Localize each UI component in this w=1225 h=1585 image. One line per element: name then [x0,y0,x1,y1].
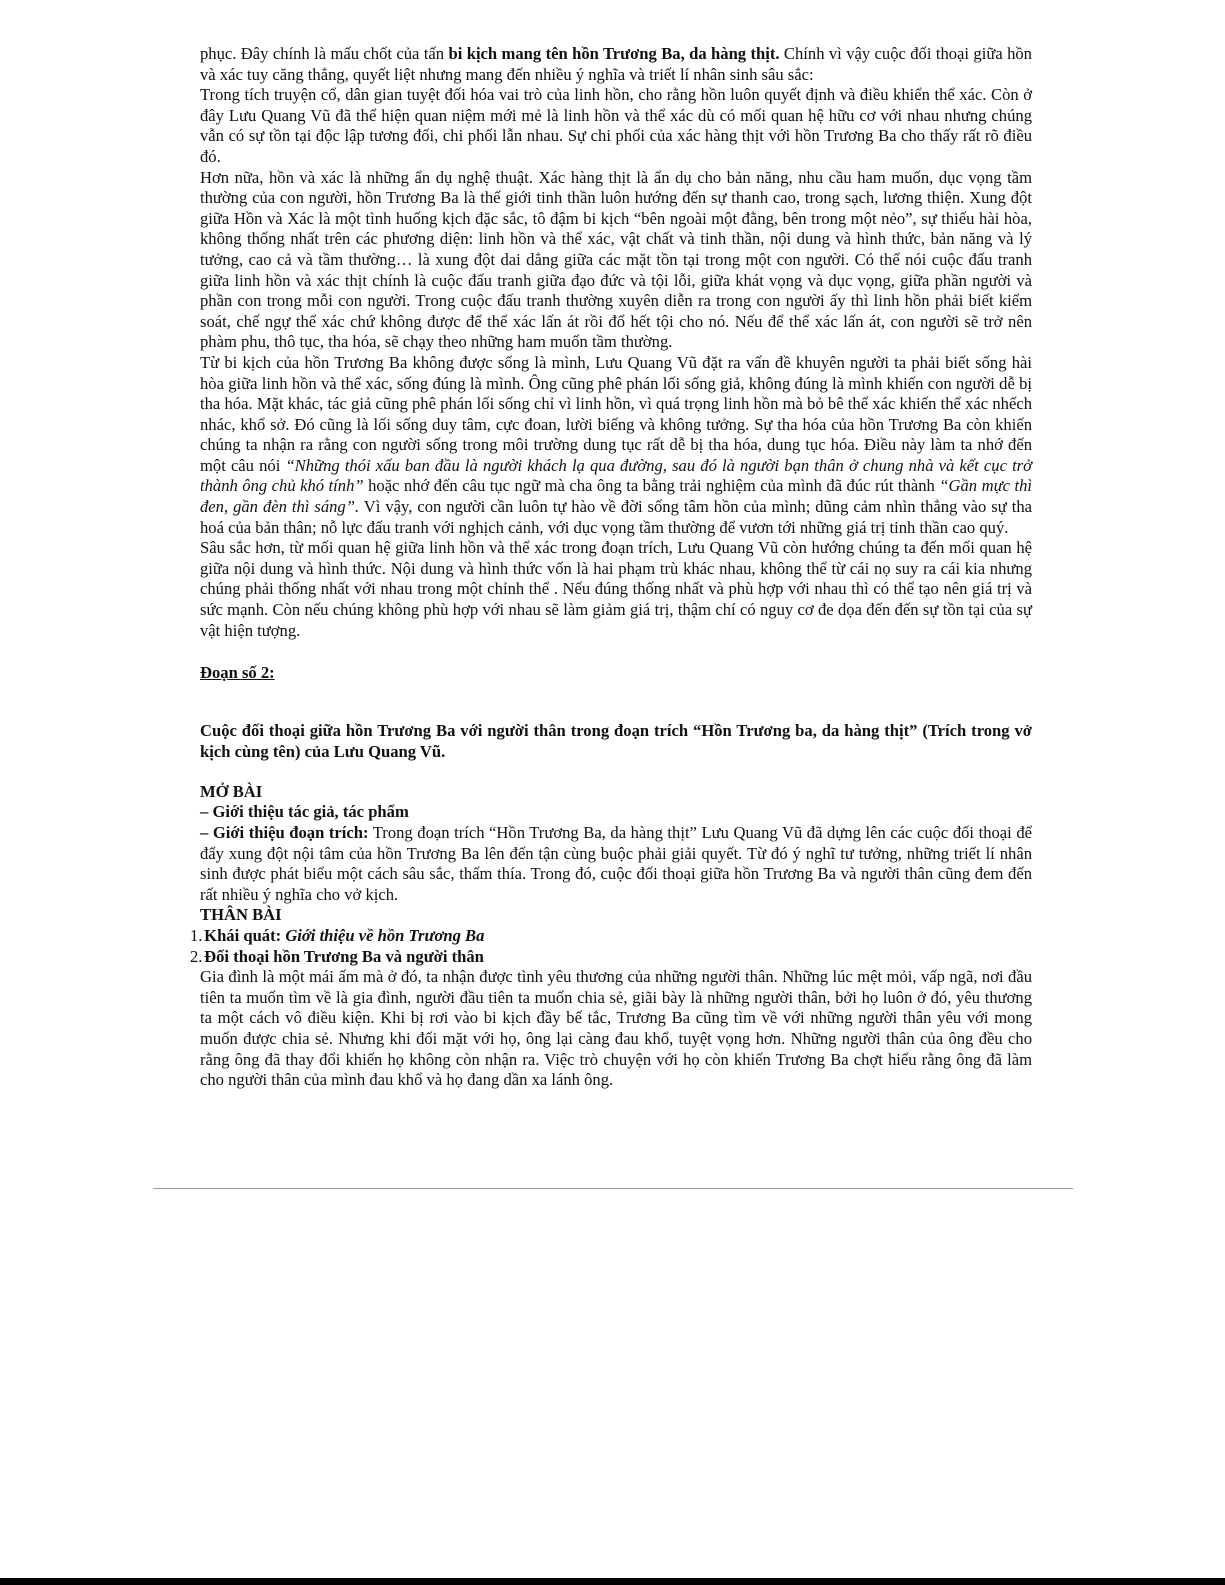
page-divider [153,1188,1073,1189]
paragraph-2: Trong tích truyện cổ, dân gian tuyệt đối hóa vai trò của linh hồn, cho rằng hồn luôn quyết định và điều khiển thể xác. Còn ở đây Lưu Quang Vũ đã thể hiện quan niệm mới mẻ là linh hồn và thể xác dù có mối quan hệ hữu cơ với nhau nhưng chúng vẫn có sự tồn tại độc lập tương đối, chi phối lẫn nhau. Sự chi phối của xác hàng thịt với hồn Trương Ba cho thấy rất rõ điều đó. [200,85,1032,166]
quote-1: “Những thói xấu ban đầu là người khách lạ qua đường, sau đó là người bạn thân ở chung nhà và kết cục trở thành ông chủ khó tính” [200,455,1032,496]
bottom-bar [0,1578,1225,1585]
quote-2: “Gần mực thì đen, gần đèn thì sáng”. [200,476,1032,517]
intro-author: – Giới thiệu tác giả, tác phẩm [200,802,409,822]
mo-bai-heading: MỞ BÀI [200,781,263,801]
list-item: 1. Khái quát: Giới thiệu về hồn Trương Ba [190,925,485,945]
paragraph-1: phục. Đây chính là mấu chốt của tấn bi kịch mang tên hồn Trương Ba, da hàng thịt. Chính vì vậy cuộc đối thoại giữa hồn và xác tuy căng thẳng, quyết liệt nhưng mang đến nhiều ý nghĩa và triết lí nhân sinh sâu sắc: [200,44,1032,84]
than-bai-heading: THÂN BÀI [200,905,282,925]
paragraph-4: Từ bi kịch của hồn Trương Ba không được sống là mình, Lưu Quang Vũ đặt ra vấn đề khuyên người ta phải biết sống hài hòa giữa linh hồn và thể xác, sống đúng là mình. Ông cũng phê phán lối sống giả, không đúng là mình khiến con người dễ bị tha hóa. Mặt khác, tác giả cũng phê phán lối sống chỉ vì linh hồn, vì quá trọng linh hồn mà bỏ bê thể xác khiến thể xác nhếch nhác, khổ sở. Đó cũng là lối sống duy tâm, cực đoan, lười biếng và không tưởng. Sự tha hóa của hồn Trương Ba còn khiến chúng ta nhận ra rằng con người sống trong môi trường dung tục rất dễ bị tha hóa, dung tục hóa. Điều này làm ta nhớ đến một câu nói “Những thói xấu ban đầu là người khách lạ qua đường, sau đó là người bạn thân ở chung nhà và kết cục trở thành ông chủ khó tính” hoặc nhớ đến câu tục ngữ mà cha ông ta bằng trải nghiệm của mình đã đúc rút thành “Gần mực thì đen, gần đèn thì sáng”. Vì vậy, con người cần luôn tự hào về đời sống tâm hồn của mình; dũng cảm nhìn thẳng vào sự tha hoá của bản thân; nỗ lực đấu tranh với nghịch cảnh, với dục vọng tầm thường để vươn tới những giá trị tinh thần cao quý. [200,352,1033,537]
paragraph-last: Gia đình là một mái ấm mà ở đó, ta nhận được tình yêu thương của những người thân. Những lúc mệt mỏi, vấp ngã, nơi đầu tiên ta muốn tìm về là gia đình, người đầu tiên ta muốn chia sẻ, giãi bày là những người thân, bởi họ luôn ở đó, yêu thương ta một cách vô điều kiện. Khi bị rơi vào bi kịch đầy bế tắc, Trương Ba cũng tìm về với những người thân yêu với mong muốn được chia sẻ. Nhưng khi đối mặt với họ, ông lại càng đau khổ, tuyệt vọng hơn. Những người thân của ông đều cho rằng ông đã thay đổi khiến họ không còn nhận ra. Việc trò chuyện với họ còn khiến Trương Ba chợt hiểu rằng ông đã làm cho người thân của mình đau khổ và họ đang dần xa lánh ông. [200,967,1032,1090]
essay-title: Cuộc đối thoại giữa hồn Trương Ba với người thân trong đoạn trích “Hồn Trương ba, da hàng thịt” (Trích trong vở kịch cùng tên) của Lưu Quang Vũ. [200,720,1032,761]
section-heading: Đoạn số 2: [200,663,275,683]
paragraph-3: Hơn nữa, hồn và xác là những ẩn dụ nghệ thuật. Xác hàng thịt là ẩn dụ cho bản năng, nhu cầu ham muốn, dục vọng tầm thường của con người, hồn Trương Ba là thế giới tinh thần luôn hướng đến sự thanh cao, trong sạch, lương thiện. Xung đột giữa Hồn và Xác là một tình huống kịch đặc sắc, tô đậm bi kịch “bên ngoài một đằng, bên trong một nẻo”, sự thiếu hài hòa, không thống nhất trên các phương diện: linh hồn và thể xác, vật chất và tinh thần, nội dung và hình thức, bản năng và lý tưởng, cao cả và tầm thường… là xung đột dai dẳng giữa các mặt tồn tại trong một con người. Có thể nói cuộc đấu tranh giữa linh hồn và xác thịt chính là cuộc đấu tranh giữa đạo đức và tội lỗi, giữa khát vọng và dục vọng, giữa phần người và phần con trong mỗi con người. Trong cuộc đấu tranh thường xuyên diễn ra trong con người ấy thì linh hồn phải biết kiểm soát, chế ngự thể xác chứ không được để thể xác lấn át rồi đổ hết tội cho nó. Nếu để thể xác lấn át, con người sẽ trở nên phàm phu, thô tục, tha hóa, sẽ chạy theo những ham muốn tầm thường. [200,167,1032,352]
list-item: 2. Đối thoại hồn Trương Ba và người thân [190,946,484,966]
intro-excerpt: – Giới thiệu đoạn trích: Trong đoạn trích “Hồn Trương Ba, da hàng thịt” Lưu Quang Vũ đã dựng lên các cuộc đối thoại để đẩy xung đột nội tâm của hồn Trương Ba lên đến tận cùng buộc phải giải quyết. Từ đó ý nghĩ tư tưởng, những triết lí nhân sinh được phát biểu một cách sâu sắc, thấm thía. Trong đó, cuộc đối thoại giữa hồn Trương Ba và người thân cũng đem đến rất nhiều ý nghĩa cho vở kịch. [200,823,1032,904]
paragraph-5: Sâu sắc hơn, từ mối quan hệ giữa linh hồn và thể xác trong đoạn trích, Lưu Quang Vũ còn hướng chúng ta đến mối quan hệ giữa nội dung và hình thức. Nội dung và hình thức vốn là hai phạm trù khác nhau, không thể từ cái nọ suy ra cái kia nhưng chúng phải thống nhất với nhau trong một chỉnh thể . Nếu đúng thống nhất và phù hợp với nhau thì có thể tạo nên giá trị và sức mạnh. Còn nếu chúng không phù hợp với nhau sẽ làm giảm giá trị, thậm chí có nguy cơ đe dọa đến đến sự tồn tại của sự vật hiện tượng. [200,538,1032,640]
document-body [190,44,1033,1091]
bold-phrase: bi kịch mang tên hồn Trương Ba, da hàng thịt. [448,44,780,63]
